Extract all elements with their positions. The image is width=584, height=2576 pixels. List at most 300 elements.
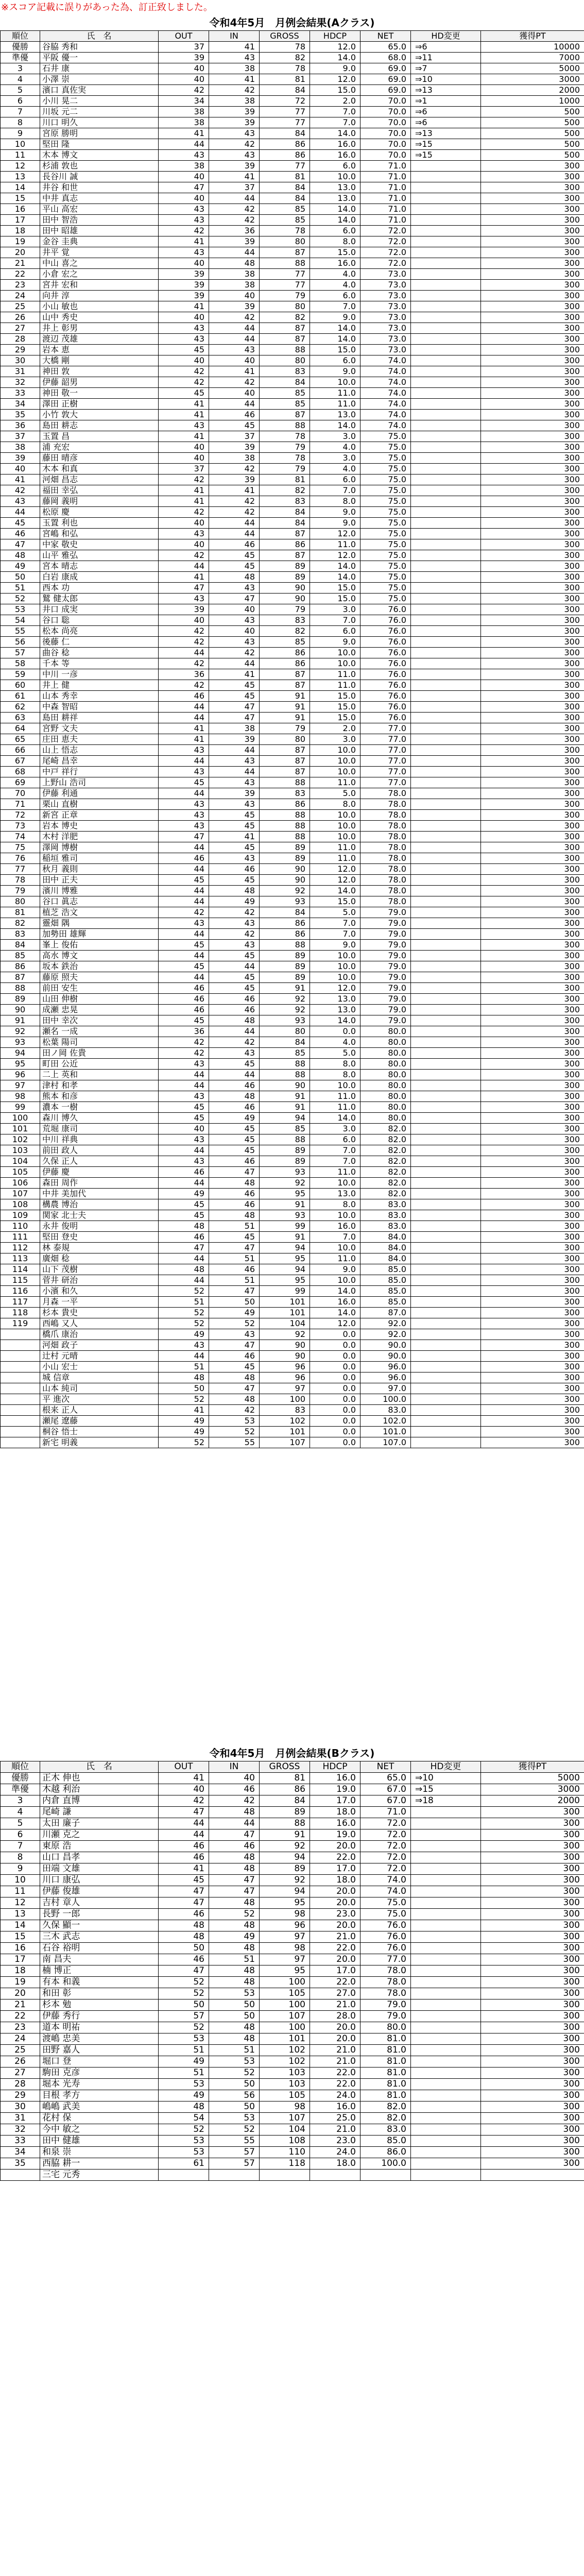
- table-row: [1, 1221, 584, 1232]
- hd-change-cell: [411, 1091, 481, 1102]
- out-cell: 42: [159, 550, 209, 561]
- net-cell: 82.0: [360, 1156, 411, 1167]
- table-row: [1, 1167, 584, 1178]
- net-cell: 79.0: [360, 983, 411, 994]
- in-cell: 47: [209, 1340, 260, 1351]
- name-cell: 大橋 剛: [40, 355, 159, 366]
- out-cell: 47: [159, 1243, 209, 1253]
- out-cell: 39: [159, 53, 209, 63]
- net-cell: 77.0: [360, 777, 411, 788]
- points-cell: 300: [481, 1199, 584, 1210]
- table-row: [1, 2045, 584, 2056]
- hdcp-cell: 9.0: [310, 518, 360, 529]
- points-cell: 300: [481, 215, 584, 226]
- rank-cell: 25: [1, 301, 40, 312]
- out-cell: 54: [159, 2113, 209, 2124]
- net-cell: 82.0: [360, 2102, 411, 2113]
- gross-cell: 94: [260, 1264, 310, 1275]
- rank-cell: 41: [1, 474, 40, 485]
- name-cell: 菅井 研治: [40, 1275, 159, 1286]
- out-cell: 46: [159, 1852, 209, 1863]
- net-cell: 80.0: [360, 1048, 411, 1059]
- net-cell: 75.0: [360, 1909, 411, 1920]
- rank-cell: 61: [1, 691, 40, 702]
- in-cell: 44: [209, 658, 260, 669]
- hdcp-cell: 11.0: [310, 669, 360, 680]
- hd-change-cell: [411, 994, 481, 1005]
- net-cell: 79.0: [360, 907, 411, 918]
- gross-cell: 101: [260, 1297, 310, 1308]
- name-cell: 高水 博文: [40, 951, 159, 961]
- hd-change-cell: [411, 1264, 481, 1275]
- points-cell: 300: [481, 713, 584, 723]
- out-cell: 42: [159, 474, 209, 485]
- net-cell: 75.0: [360, 507, 411, 518]
- points-cell: 300: [481, 1145, 584, 1156]
- table-row: [1, 431, 584, 442]
- points-cell: 2000: [481, 85, 584, 96]
- net-cell: 82.0: [360, 1189, 411, 1199]
- table-body-a: [1, 42, 584, 1448]
- gross-cell: 89: [260, 853, 310, 864]
- table-row: [1, 842, 584, 853]
- points-cell: 300: [481, 918, 584, 929]
- net-cell: 75.0: [360, 518, 411, 529]
- gross-cell: 86: [260, 539, 310, 550]
- hd-change-cell: [411, 2079, 481, 2090]
- gross-cell: 84: [260, 193, 310, 204]
- gross-cell: 90: [260, 594, 310, 604]
- name-cell: 二上 英和: [40, 1070, 159, 1080]
- gross-cell: 80: [260, 301, 310, 312]
- hd-change-cell: [411, 2022, 481, 2033]
- hd-change-cell: [411, 1243, 481, 1253]
- out-cell: 40: [159, 355, 209, 366]
- in-cell: 46: [209, 1189, 260, 1199]
- points-cell: 300: [481, 1005, 584, 1015]
- hd-change-cell: [411, 756, 481, 767]
- table-row: [1, 1841, 584, 1852]
- in-cell: 45: [209, 680, 260, 691]
- gross-cell: 80: [260, 734, 310, 745]
- net-cell: 74.0: [360, 355, 411, 366]
- points-cell: 300: [481, 2124, 584, 2136]
- hdcp-cell: 10.0: [310, 1243, 360, 1253]
- rank-cell: 13: [1, 172, 40, 182]
- out-cell: 47: [159, 1807, 209, 1818]
- hdcp-cell: 15.0: [310, 583, 360, 594]
- in-cell: 38: [209, 63, 260, 74]
- net-cell: 78.0: [360, 842, 411, 853]
- table-row: [1, 2113, 584, 2124]
- hdcp-cell: 0.0: [310, 1362, 360, 1372]
- gross-cell: 91: [260, 691, 310, 702]
- in-cell: 38: [209, 96, 260, 107]
- name-cell: 小倉 宏之: [40, 269, 159, 280]
- hdcp-cell: 13.0: [310, 1005, 360, 1015]
- net-cell: 85.0: [360, 1286, 411, 1297]
- name-cell: 栗山 直樹: [40, 799, 159, 810]
- net-cell: 79.0: [360, 972, 411, 983]
- hd-change-cell: [411, 702, 481, 713]
- rank-cell: 9: [1, 128, 40, 139]
- gross-cell: 85: [260, 637, 310, 648]
- in-cell: 39: [209, 161, 260, 172]
- out-cell: 43: [159, 1156, 209, 1167]
- gross-cell: 90: [260, 1080, 310, 1091]
- rank-cell: 62: [1, 702, 40, 713]
- rank-cell: 108: [1, 1199, 40, 1210]
- name-cell: 井上 健: [40, 680, 159, 691]
- rank-cell: 99: [1, 1102, 40, 1113]
- name-cell: 瀬尾 遼藤: [40, 1416, 159, 1427]
- rank-cell: 23: [1, 280, 40, 291]
- rank-cell: 38: [1, 442, 40, 453]
- out-cell: 40: [159, 539, 209, 550]
- gross-cell: 87: [260, 669, 310, 680]
- hd-change-cell: ⇒7: [411, 63, 481, 74]
- hd-change-cell: [411, 637, 481, 648]
- name-cell: 玉置 昌: [40, 431, 159, 442]
- gross-cell: 86: [260, 658, 310, 669]
- out-cell: 46: [159, 691, 209, 702]
- gross-cell: 84: [260, 1037, 310, 1048]
- points-cell: 300: [481, 680, 584, 691]
- hdcp-cell: 10.0: [310, 821, 360, 832]
- rank-cell: 113: [1, 1253, 40, 1264]
- hdcp-cell: 7.0: [310, 918, 360, 929]
- table-row: [1, 1297, 584, 1308]
- rank-cell: 56: [1, 637, 40, 648]
- in-cell: 46: [209, 994, 260, 1005]
- in-cell: 45: [209, 842, 260, 853]
- points-cell: 300: [481, 983, 584, 994]
- hd-change-cell: [411, 1253, 481, 1264]
- hd-change-cell: [411, 1965, 481, 1977]
- name-cell: 伊藤 慶: [40, 1167, 159, 1178]
- hd-change-cell: [411, 680, 481, 691]
- points-cell: 300: [481, 2113, 584, 2124]
- hd-change-cell: [411, 594, 481, 604]
- rank-cell: 102: [1, 1134, 40, 1145]
- table-row: [1, 1931, 584, 1943]
- net-cell: 78.0: [360, 788, 411, 799]
- out-cell: 43: [159, 420, 209, 431]
- gross-cell: 79: [260, 442, 310, 453]
- in-cell: 42: [209, 1795, 260, 1807]
- hd-change-cell: [411, 767, 481, 777]
- gross-cell: 89: [260, 972, 310, 983]
- net-cell: 74.0: [360, 1875, 411, 1886]
- net-cell: 78.0: [360, 853, 411, 864]
- in-cell: 52: [209, 1909, 260, 1920]
- in-cell: 48: [209, 1372, 260, 1383]
- net-cell: 67.0: [360, 1784, 411, 1795]
- gross-cell: 87: [260, 745, 310, 756]
- name-cell: 田端 文雄: [40, 1863, 159, 1875]
- gross-cell: 91: [260, 713, 310, 723]
- in-cell: 41: [209, 485, 260, 496]
- hd-change-cell: [411, 2170, 481, 2181]
- gross-cell: 83: [260, 366, 310, 377]
- in-cell: 39: [209, 301, 260, 312]
- out-cell: 61: [159, 2158, 209, 2170]
- rank-cell: 35: [1, 410, 40, 420]
- out-cell: 41: [159, 431, 209, 442]
- out-cell: 47: [159, 182, 209, 193]
- hd-change-cell: [411, 1405, 481, 1416]
- hd-change-cell: [411, 734, 481, 745]
- points-cell: 300: [481, 1863, 584, 1875]
- gross-cell: 78: [260, 453, 310, 464]
- name-cell: 田中 幸次: [40, 1015, 159, 1026]
- hd-change-cell: [411, 832, 481, 842]
- hdcp-cell: 18.0: [310, 1875, 360, 1886]
- in-cell: 48: [209, 1394, 260, 1405]
- hd-change-cell: [411, 929, 481, 940]
- table-row: [1, 2090, 584, 2102]
- table-row: [1, 388, 584, 399]
- points-cell: 300: [481, 907, 584, 918]
- hdcp-cell: 3.0: [310, 604, 360, 615]
- name-cell: 川口 明久: [40, 117, 159, 128]
- out-cell: 44: [159, 1253, 209, 1264]
- hdcp-cell: 11.0: [310, 1091, 360, 1102]
- hdcp-cell: 21.0: [310, 1931, 360, 1943]
- net-cell: 75.0: [360, 496, 411, 507]
- net-cell: 77.0: [360, 767, 411, 777]
- hd-change-cell: ⇒15: [411, 139, 481, 150]
- net-cell: 73.0: [360, 301, 411, 312]
- hd-change-cell: [411, 1897, 481, 1909]
- hd-change-cell: [411, 583, 481, 594]
- rank-cell: 96: [1, 1070, 40, 1080]
- table-row: [1, 1977, 584, 1988]
- out-cell: 40: [159, 1124, 209, 1134]
- hdcp-cell: 8.0: [310, 236, 360, 247]
- net-cell: 75.0: [360, 464, 411, 474]
- net-cell: 82.0: [360, 1167, 411, 1178]
- points-cell: 300: [481, 388, 584, 399]
- table-row: [1, 1863, 584, 1875]
- hd-change-cell: [411, 886, 481, 896]
- in-cell: 48: [209, 1807, 260, 1818]
- gross-cell: 79: [260, 723, 310, 734]
- out-cell: 34: [159, 96, 209, 107]
- name-cell: 中川 祥典: [40, 1134, 159, 1145]
- hd-change-cell: ⇒10: [411, 74, 481, 85]
- hdcp-cell: 10.0: [310, 767, 360, 777]
- out-cell: 44: [159, 972, 209, 983]
- net-cell: 72.0: [360, 1829, 411, 1841]
- table-row: [1, 150, 584, 161]
- gross-cell: 92: [260, 886, 310, 896]
- hd-change-cell: [411, 810, 481, 821]
- hd-change-cell: [411, 291, 481, 301]
- hdcp-cell: 23.0: [310, 1909, 360, 1920]
- net-cell: 70.0: [360, 107, 411, 117]
- table-row: [1, 1999, 584, 2011]
- table-row: [1, 615, 584, 626]
- gross-cell: 82: [260, 53, 310, 63]
- rank-cell: 優勝: [1, 42, 40, 53]
- rank-cell: 10: [1, 1875, 40, 1886]
- hd-change-cell: [411, 215, 481, 226]
- out-cell: 42: [159, 377, 209, 388]
- points-cell: 5000: [481, 1773, 584, 1784]
- table-header-row: [1, 1761, 584, 1773]
- hd-change-cell: [411, 1070, 481, 1080]
- table-row: [1, 518, 584, 529]
- gross-cell: 83: [260, 496, 310, 507]
- gross-cell: 88: [260, 345, 310, 355]
- hdcp-cell: 11.0: [310, 842, 360, 853]
- out-cell: 41: [159, 496, 209, 507]
- in-cell: 55: [209, 2136, 260, 2147]
- out-cell: 45: [159, 1210, 209, 1221]
- table-row: [1, 1145, 584, 1156]
- hdcp-cell: 18.0: [310, 2158, 360, 2170]
- in-cell: 45: [209, 810, 260, 821]
- net-cell: 70.0: [360, 128, 411, 139]
- out-cell: 39: [159, 269, 209, 280]
- gross-cell: 83: [260, 788, 310, 799]
- in-cell: 47: [209, 713, 260, 723]
- hdcp-cell: 21.0: [310, 2124, 360, 2136]
- out-cell: 50: [159, 1999, 209, 2011]
- in-cell: 44: [209, 247, 260, 258]
- net-cell: 83.0: [360, 2124, 411, 2136]
- in-cell: 41: [209, 366, 260, 377]
- table-row: [1, 1394, 584, 1405]
- points-cell: 500: [481, 150, 584, 161]
- hdcp-cell: 12.0: [310, 529, 360, 539]
- gross-cell: 89: [260, 561, 310, 572]
- in-cell: 46: [209, 1102, 260, 1113]
- points-cell: 300: [481, 1988, 584, 1999]
- table-row: [1, 442, 584, 453]
- out-cell: 48: [159, 2102, 209, 2113]
- points-cell: 300: [481, 1427, 584, 1437]
- points-cell: 300: [481, 236, 584, 247]
- out-cell: 44: [159, 1351, 209, 1362]
- table-row: [1, 193, 584, 204]
- net-cell: 78.0: [360, 799, 411, 810]
- name-cell: 尾崎 謙: [40, 1807, 159, 1818]
- name-cell: 西本 功: [40, 583, 159, 594]
- table-row: [1, 604, 584, 615]
- points-cell: 300: [481, 2136, 584, 2147]
- hd-change-cell: [411, 1005, 481, 1015]
- gross-cell: 88: [260, 258, 310, 269]
- gross-cell: 110: [260, 2147, 310, 2158]
- name-cell: 神田 敦: [40, 366, 159, 377]
- points-cell: 300: [481, 658, 584, 669]
- hdcp-cell: 11.0: [310, 1102, 360, 1113]
- points-cell: 300: [481, 345, 584, 355]
- rank-cell: 82: [1, 918, 40, 929]
- name-cell: 谷脇 秀和: [40, 42, 159, 53]
- hdcp-cell: 14.0: [310, 334, 360, 345]
- gross-cell: 81: [260, 74, 310, 85]
- gross-cell: 100: [260, 1999, 310, 2011]
- net-cell: 70.0: [360, 139, 411, 150]
- table-row: [1, 648, 584, 658]
- rank-cell: 88: [1, 983, 40, 994]
- rank-cell: 準優: [1, 53, 40, 63]
- net-cell: 79.0: [360, 2011, 411, 2022]
- table-row: [1, 1437, 584, 1448]
- name-cell: 堀口 登: [40, 2056, 159, 2067]
- points-cell: 300: [481, 1232, 584, 1243]
- table-row: [1, 1286, 584, 1297]
- in-cell: 39: [209, 117, 260, 128]
- hd-change-cell: [411, 1048, 481, 1059]
- name-cell: 中川 一彦: [40, 669, 159, 680]
- hd-change-cell: [411, 193, 481, 204]
- name-cell: 石谷 裕明: [40, 1943, 159, 1954]
- hdcp-cell: 21.0: [310, 2045, 360, 2056]
- in-cell: 42: [209, 204, 260, 215]
- hd-change-cell: [411, 1015, 481, 1026]
- rank-cell: 5: [1, 1818, 40, 1829]
- net-cell: 72.0: [360, 1863, 411, 1875]
- table-row: [1, 864, 584, 875]
- out-cell: 47: [159, 832, 209, 842]
- out-cell: 49: [159, 1427, 209, 1437]
- net-cell: 80.0: [360, 1059, 411, 1070]
- rank-cell: 22: [1, 269, 40, 280]
- name-cell: 濃本 一樹: [40, 1102, 159, 1113]
- points-cell: 500: [481, 128, 584, 139]
- name-cell: 和泉 崇: [40, 2147, 159, 2158]
- gross-cell: 93: [260, 1210, 310, 1221]
- rank-cell: 26: [1, 2056, 40, 2067]
- hd-change-cell: [411, 1394, 481, 1405]
- hd-change-cell: [411, 550, 481, 561]
- name-cell: 内倉 直博: [40, 1795, 159, 1807]
- hd-change-cell: [411, 496, 481, 507]
- col-header-rank: 順位: [1, 31, 40, 42]
- gross-cell: 94: [260, 1113, 310, 1124]
- out-cell: 45: [159, 388, 209, 399]
- table-row: [1, 2022, 584, 2033]
- net-cell: 75.0: [360, 529, 411, 539]
- points-cell: 300: [481, 1134, 584, 1145]
- name-cell: 曲谷 稔: [40, 648, 159, 658]
- out-cell: 40: [159, 442, 209, 453]
- hd-change-cell: [411, 258, 481, 269]
- points-cell: 300: [481, 1286, 584, 1297]
- hd-change-cell: [411, 853, 481, 864]
- in-cell: 42: [209, 464, 260, 474]
- hd-change-cell: [411, 1852, 481, 1863]
- table-row: [1, 1427, 584, 1437]
- name-cell: 鷲 健太郎: [40, 594, 159, 604]
- hdcp-cell: 4.0: [310, 1037, 360, 1048]
- table-row: [1, 961, 584, 972]
- gross-cell: 96: [260, 1372, 310, 1383]
- out-cell: 39: [159, 291, 209, 301]
- hdcp-cell: 21.0: [310, 1999, 360, 2011]
- table-row: [1, 117, 584, 128]
- out-cell: 48: [159, 1931, 209, 1943]
- gross-cell: 95: [260, 1965, 310, 1977]
- net-cell: 76.0: [360, 637, 411, 648]
- hdcp-cell: 20.0: [310, 1897, 360, 1909]
- points-cell: 1000: [481, 96, 584, 107]
- net-cell: 80.0: [360, 2022, 411, 2033]
